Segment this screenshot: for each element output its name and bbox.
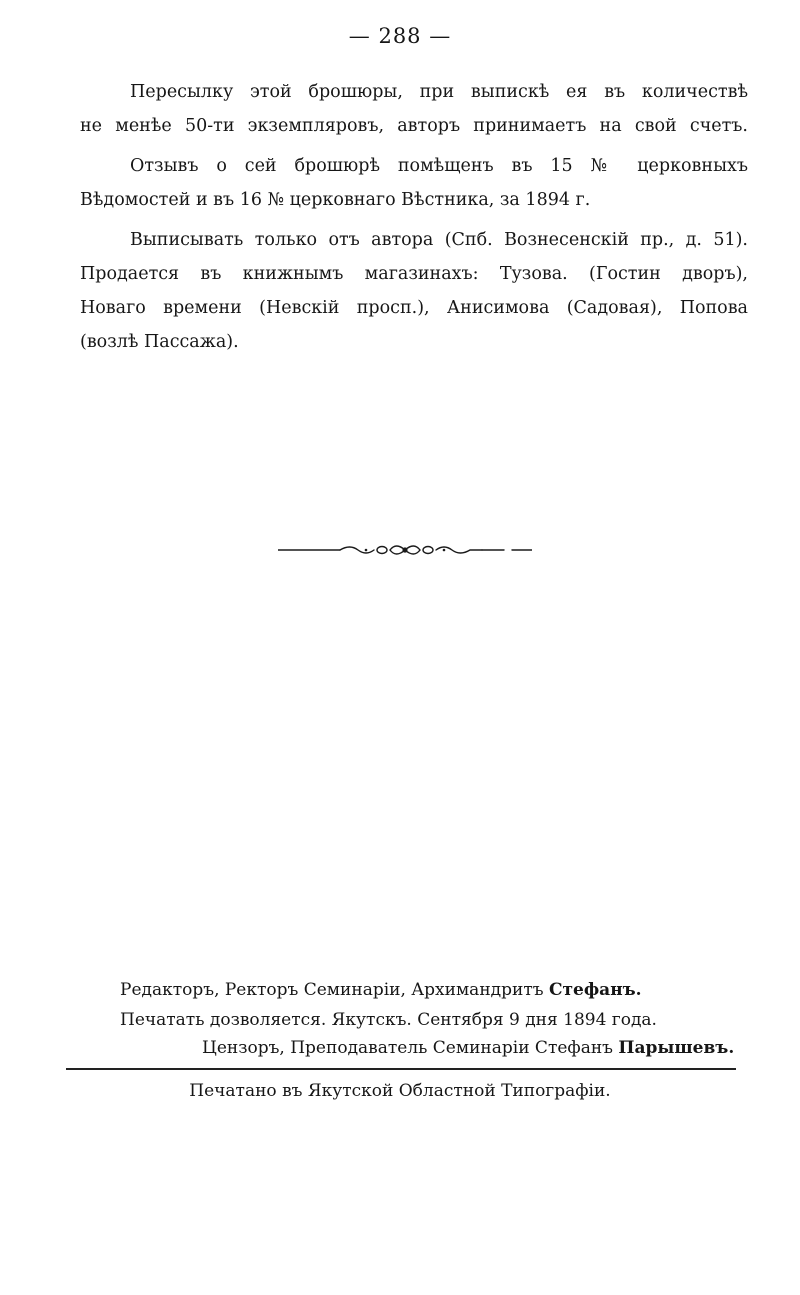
printer-line: Печатано въ Якутской Областной Типографіи.: [189, 1081, 611, 1101]
paragraph-line: не менѣе 50-ти экземпляровъ, авторъ принимаетъ на свой счетъ.: [80, 116, 748, 136]
paragraph-shipping: [80, 75, 748, 143]
divider-rule: [66, 1068, 736, 1070]
imprint-editor: [120, 980, 642, 1000]
paragraph-line: Выписывать только отъ автора (Спб. Вознесенскій пр., д. 51).: [130, 230, 748, 250]
paragraph-line: Отзывъ о сей брошюрѣ помѣщенъ въ 15 № церковныхъ: [130, 156, 748, 176]
imprint-censor-name: Парышевъ.: [618, 1038, 735, 1058]
paragraph-line: (возлѣ Пассажа).: [80, 332, 239, 352]
paragraph-line: Продается въ книжнымъ магазинахъ: Тузова. (Гостин дворъ),: [80, 264, 748, 284]
imprint-censor-text: Цензоръ, Преподаватель Семинаріи Стефанъ: [202, 1038, 613, 1058]
paragraph-line: Вѣдомостей и въ 16 № церковнаго Вѣстника, за 1894 г.: [80, 190, 591, 210]
imprint-editor-text: Редакторъ, Ректоръ Семинаріи, Архимандритъ: [120, 980, 544, 1000]
imprint-editor-name: Стефанъ.: [548, 980, 642, 1000]
imprint-censor: [202, 1038, 734, 1058]
paragraph-line: Новаго времени (Невскій просп.), Анисимова (Садовая), Попова: [80, 298, 748, 318]
paragraph-ordering: [80, 223, 748, 359]
ornament-divider-icon: [278, 538, 532, 562]
paragraph-line: Пересылку этой брошюры, при выпискѣ ея въ количествѣ: [130, 82, 748, 102]
imprint-permission: Печатать дозволяется. Якутскъ. Сентября 9 дня 1894 года.: [120, 1010, 657, 1030]
page-number: — 288 —: [348, 24, 452, 48]
paragraph-review: [80, 149, 748, 217]
